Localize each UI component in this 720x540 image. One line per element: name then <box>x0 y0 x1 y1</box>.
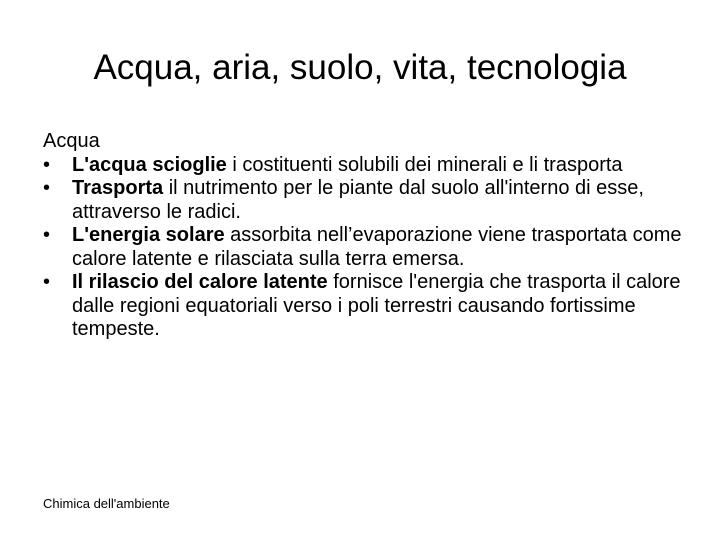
bullet-term: L'acqua scioglie <box>72 153 227 176</box>
bullet-marker: • <box>43 153 51 176</box>
bullet-item <box>43 177 683 224</box>
slide-footer: Chimica dell'ambiente <box>43 496 170 511</box>
bullet-text: assorbita nell’evaporazione viene trasportata come calore latente e rilasciata sulla terra emersa. <box>72 224 682 270</box>
slide-title: Acqua, aria, suolo, vita, tecnologia <box>93 48 627 87</box>
bullet-marker: • <box>43 177 51 199</box>
bullet-item <box>43 154 683 178</box>
bullet-term: Il rilascio del calore latente <box>72 271 328 293</box>
bullet-list <box>43 154 683 342</box>
bullet-text: fornisce l'energia che trasporta il calore dalle regioni equatoriali verso i poli terrestri causando fortissime tempeste. <box>72 271 681 340</box>
bullet-item <box>43 271 683 342</box>
bullet-item <box>43 224 683 271</box>
bullet-marker: • <box>43 224 51 246</box>
section-heading: Acqua <box>43 130 100 152</box>
bullet-text: il nutrimento per le piante dal suolo all'interno di esse, attraverso le radici. <box>72 177 644 223</box>
bullet-term: Trasporta <box>72 177 164 199</box>
slide-content <box>43 130 683 342</box>
bullet-term: L'energia solare <box>72 224 225 246</box>
bullet-marker: • <box>43 271 51 293</box>
bullet-text: i costituenti solubili dei minerali e li trasporta <box>226 153 623 176</box>
